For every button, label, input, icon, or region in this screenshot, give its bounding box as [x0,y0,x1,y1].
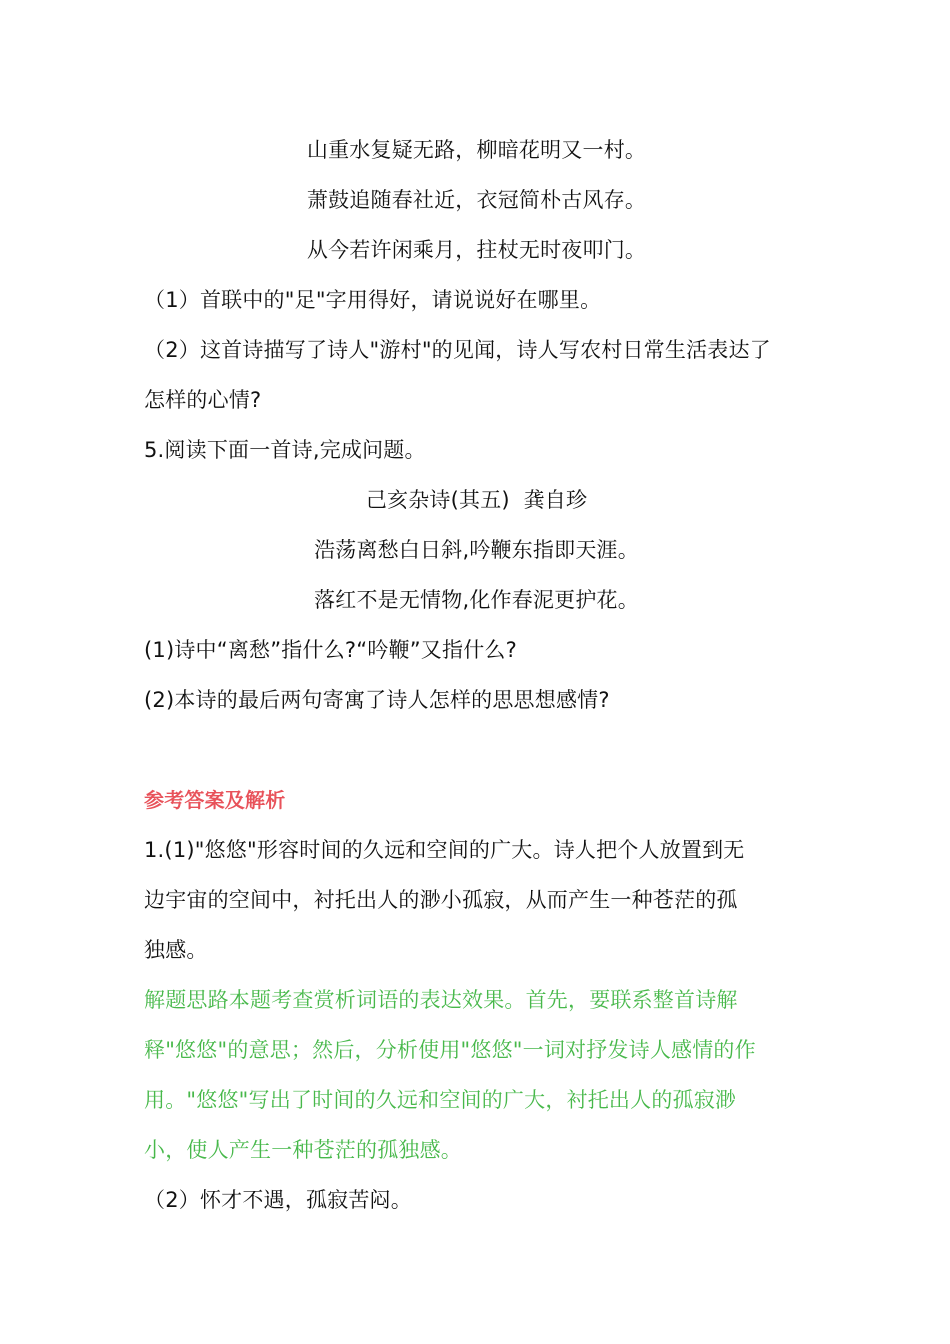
answer-text: 独感。 [144,938,208,962]
poem-line: 从今若许闲乘月，拄杖无时夜叩门。 [306,238,647,262]
analysis-text: 解题思路本题考查赏析词语的表达效果。首先，要联系整首诗解 [144,988,738,1012]
document-page [144,125,809,1225]
poem-line: 山重水复疑无路，柳暗花明又一村。 [306,138,647,162]
poem-line: 萧鼓追随春社近，衣冠简朴古风存。 [306,188,647,212]
answer-text: 边宇宙的空间中，衬托出人的渺小孤寂，从而产生一种苍茫的孤 [144,888,738,912]
question-text: 怎样的心情? [144,388,262,412]
answer-text: （2）怀才不遇，孤寂苦闷。 [144,1188,412,1212]
question-text: （1）首联中的"足"字用得好，请说说好在哪里。 [144,288,602,312]
answer-text: 1.(1)"悠悠"形容时间的久远和空间的广大。诗人把个人放置到无 [144,838,745,862]
answers-heading: 参考答案及解析 [144,788,286,812]
analysis-text: 释"悠悠"的意思；然后，分析使用"悠悠"一词对抒发诗人感情的作 [144,1038,756,1062]
section-gap [144,725,809,775]
question-prompt: 5.阅读下面一首诗,完成问题。 [144,438,426,462]
question-text: (1)诗中“离愁”指什么?“吟鞭”又指什么? [144,638,517,662]
poem-line: 落红不是无情物,化作春泥更护花。 [314,588,639,612]
question-text: (2)本诗的最后两句寄寓了诗人怎样的思思想感情? [144,688,610,712]
analysis-text: 小，使人产生一种苍茫的孤独感。 [144,1138,462,1162]
question-text: （2）这首诗描写了诗人"游村"的见闻，诗人写农村日常生活表达了 [144,338,771,362]
poem-line: 浩荡离愁白日斜,吟鞭东指即天涯。 [314,538,639,562]
analysis-text: 用。"悠悠"写出了时间的久远和空间的广大，衬托出人的孤寂渺 [144,1088,737,1112]
poem-title: 己亥杂诗(其五) 龚自珍 [365,488,588,512]
